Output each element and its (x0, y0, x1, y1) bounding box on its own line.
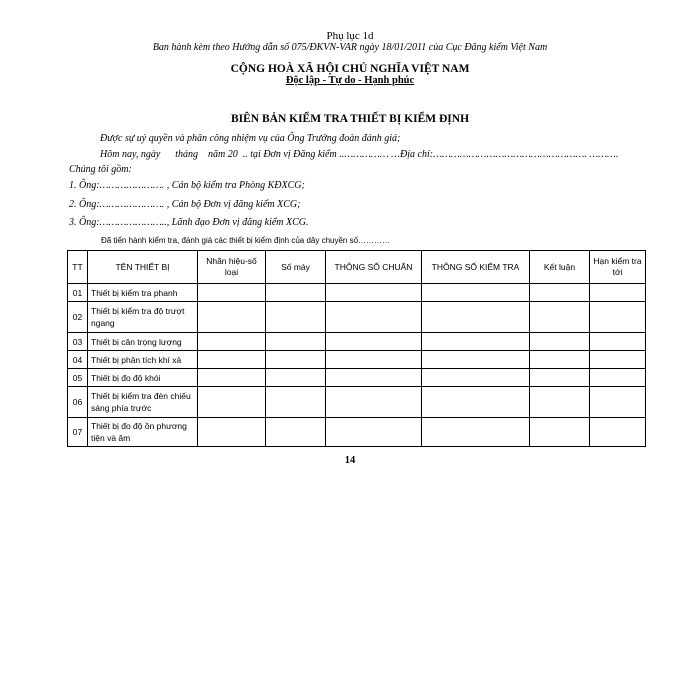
empty-cell[interactable] (266, 418, 326, 447)
header-standard-params: THÔNG SỐ CHUẨN (326, 251, 422, 284)
empty-cell[interactable] (198, 302, 266, 333)
table-row (68, 302, 646, 333)
empty-cell[interactable] (326, 351, 422, 369)
empty-cell[interactable] (590, 302, 646, 333)
empty-cell[interactable] (198, 369, 266, 387)
empty-cell[interactable] (198, 387, 266, 418)
header-conclusion: Kết luận (530, 251, 590, 284)
row-tt: 06 (68, 387, 88, 418)
empty-cell[interactable] (266, 351, 326, 369)
table-header-row (68, 251, 646, 284)
empty-cell[interactable] (590, 418, 646, 447)
empty-cell[interactable] (422, 284, 530, 302)
row-equipment-name: Thiết bị kiểm tra phanh (88, 284, 198, 302)
row-equipment-name: Thiết bị kiểm tra độ trượt ngang (88, 302, 198, 333)
empty-cell[interactable] (422, 369, 530, 387)
document-title: BIÊN BẢN KIỂM TRA THIẾT BỊ KIỂM ĐỊNH (230, 113, 470, 125)
header-tt: TT (68, 251, 88, 284)
empty-cell[interactable] (422, 387, 530, 418)
empty-cell[interactable] (530, 284, 590, 302)
table-row (68, 369, 646, 387)
inspection-intro: Đã tiến hành kiểm tra, đánh giá các thiết bị kiểm định của dây chuyền số………… (101, 236, 391, 245)
authorization-line: Được sự uỷ quyền và phân công nhiệm vụ của Ông Trưởng đoàn đánh giá; (100, 133, 401, 144)
empty-cell[interactable] (326, 387, 422, 418)
row-equipment-name: Thiết bị đo độ ồn phương tiện và âm (88, 418, 198, 447)
empty-cell[interactable] (326, 418, 422, 447)
member-3: 3. Ông:………………….., Lãnh đạo Đơn vị đăng kiểm XCG. (69, 217, 309, 228)
table-row (68, 284, 646, 302)
header-inspection-expiry: Hạn kiểm tra tới (590, 251, 646, 284)
empty-cell[interactable] (422, 418, 530, 447)
empty-cell[interactable] (326, 284, 422, 302)
empty-cell[interactable] (326, 302, 422, 333)
table-row (68, 387, 646, 418)
equipment-table (67, 250, 646, 447)
page-number: 14 (344, 455, 356, 466)
member-1: 1. Ông:…………………. , Cán bộ kiểm tra Phòng KĐXCG; (69, 180, 305, 191)
empty-cell[interactable] (198, 351, 266, 369)
empty-cell[interactable] (266, 369, 326, 387)
row-tt: 03 (68, 333, 88, 351)
row-tt: 04 (68, 351, 88, 369)
empty-cell[interactable] (530, 351, 590, 369)
table-row (68, 333, 646, 351)
empty-cell[interactable] (198, 418, 266, 447)
empty-cell[interactable] (530, 418, 590, 447)
table-row (68, 351, 646, 369)
empty-cell[interactable] (422, 302, 530, 333)
empty-cell[interactable] (590, 333, 646, 351)
country-name: CỘNG HOÀ XÃ HỘI CHỦ NGHĨA VIỆT NAM (230, 63, 470, 75)
row-tt: 07 (68, 418, 88, 447)
empty-cell[interactable] (530, 387, 590, 418)
issued-by-note: Ban hành kèm theo Hướng dẫn số 075/ĐKVN-VAR ngày 18/01/2011 của Cục Đăng kiểm Việt Nam (152, 42, 548, 53)
header-brand-model: Nhãn hiệu-số loại (198, 251, 266, 284)
row-equipment-name: Thiết bị đo độ khói (88, 369, 198, 387)
empty-cell[interactable] (530, 369, 590, 387)
member-2: 2. Ông:…………………. , Cán bộ Đơn vị đăng kiểm XCG; (69, 199, 301, 210)
empty-cell[interactable] (266, 284, 326, 302)
empty-cell[interactable] (326, 333, 422, 351)
empty-cell[interactable] (590, 369, 646, 387)
row-tt: 05 (68, 369, 88, 387)
members-heading: Chúng tôi gồm: (69, 164, 132, 175)
empty-cell[interactable] (326, 369, 422, 387)
row-equipment-name: Thiết bị cân trọng lượng (88, 333, 198, 351)
header-equipment-name: TÊN THIẾT BỊ (88, 251, 198, 284)
empty-cell[interactable] (530, 302, 590, 333)
row-tt: 01 (68, 284, 88, 302)
appendix-label: Phụ lục 1d (326, 30, 374, 42)
empty-cell[interactable] (266, 333, 326, 351)
empty-cell[interactable] (590, 387, 646, 418)
date-location-line: Hôm nay, ngày tháng năm 20 .. tại Đơn vị Đăng kiểm ..…………… …Địa chỉ:……………………………………………. ………. (100, 149, 619, 160)
empty-cell[interactable] (530, 333, 590, 351)
row-tt: 02 (68, 302, 88, 333)
empty-cell[interactable] (198, 333, 266, 351)
empty-cell[interactable] (266, 302, 326, 333)
empty-cell[interactable] (198, 284, 266, 302)
row-equipment-name: Thiết bị phân tích khí xả (88, 351, 198, 369)
empty-cell[interactable] (266, 387, 326, 418)
table-row (68, 418, 646, 447)
row-equipment-name: Thiết bị kiểm tra đèn chiếu sáng phía trước (88, 387, 198, 418)
empty-cell[interactable] (422, 333, 530, 351)
header-checked-params: THÔNG SỐ KIỂM TRA (422, 251, 530, 284)
empty-cell[interactable] (590, 351, 646, 369)
header-serial-number: Số máy (266, 251, 326, 284)
empty-cell[interactable] (422, 351, 530, 369)
empty-cell[interactable] (590, 284, 646, 302)
national-motto: Độc lập - Tự do - Hạnh phúc (285, 75, 415, 86)
